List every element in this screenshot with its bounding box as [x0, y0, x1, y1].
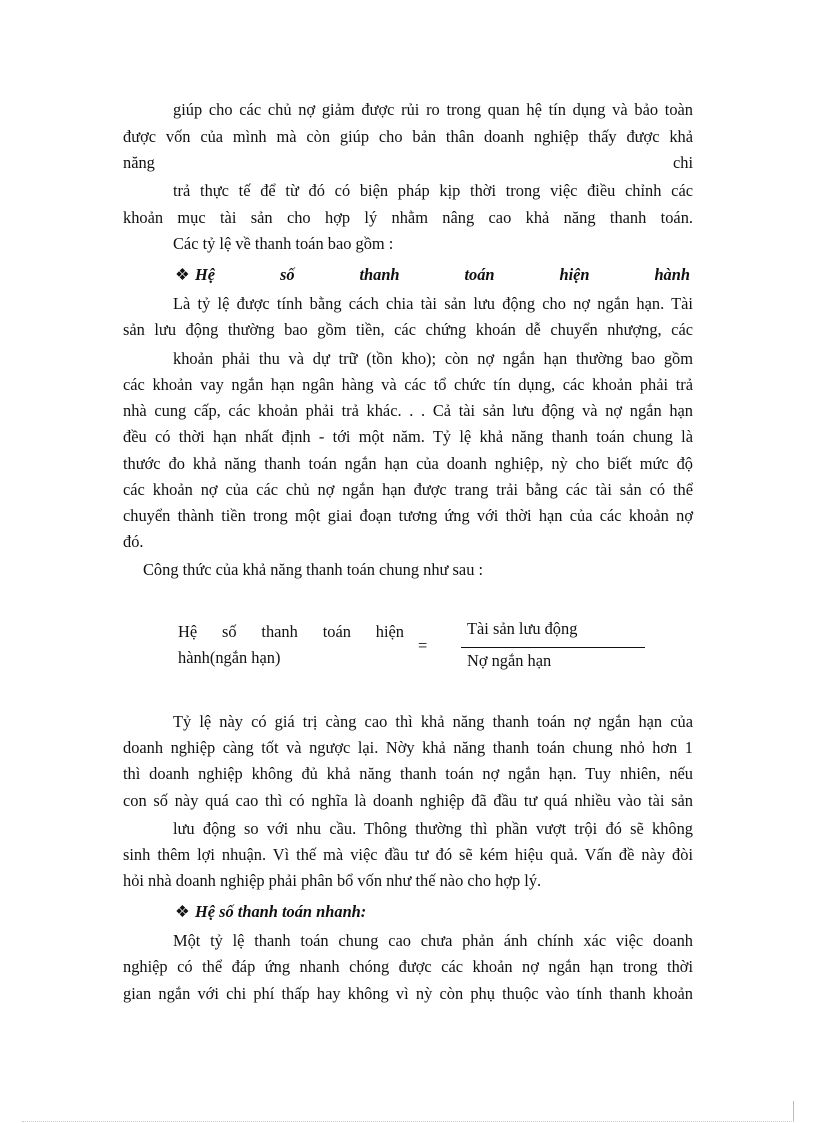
paragraph-4-line-2: nghiệp có thể đáp ứng nhanh chóng được các khoản nợ ngắn hạn trong thời — [123, 957, 693, 976]
paragraph-3-line-3: thì doanh nghiệp không đủ khả năng thanh toán nợ ngắn hạn. Tuy nhiên, nếu — [123, 764, 693, 783]
formula-lhs-line-1: Hệ số thanh toán hiện — [178, 622, 404, 641]
paragraph-2-line-9: chuyển thành tiền trong một giai đoạn tương ứng với thời hạn của các khoản nợ — [123, 506, 693, 525]
paragraph-3-line-6: sinh thêm lợi nhuận. Vì thế mà việc đầu tư đó sẽ kém hiệu quả. Vấn đề này đòi — [123, 845, 693, 864]
paragraph-3-line-4: con số này quá cao thì có nghĩa là doanh nghiệp đã đầu tư quá nhiều vào tài sản — [123, 791, 693, 810]
fraction-bar — [461, 647, 645, 648]
formula-denominator: Nợ ngắn hạn — [467, 651, 552, 670]
paragraph-2-line-2: sản lưu động thường bao gồm tiền, các chứng khoán dễ chuyển nhượng, các — [123, 320, 693, 339]
paragraph-1-line-5: khoản mục tài sản cho hợp lý nhằm nâng cao khả năng thanh toán. — [123, 208, 693, 227]
paragraph-2-line-4: các khoản vay ngắn hạn ngân hàng và các tổ chức tín dụng, các khoản phải trả — [123, 375, 693, 394]
diamond-bullet-icon: ❖ — [175, 265, 190, 284]
paragraph-1-line-6: Các tỷ lệ về thanh toán bao gồm : — [173, 234, 394, 253]
heading-text: Hệ số thanh toán nhanh: — [195, 902, 367, 921]
paragraph-3-line-2: doanh nghiệp càng tốt và ngược lại. Nờy khả năng thanh toán chung nhỏ hơn 1 — [123, 738, 693, 757]
paragraph-4-line-3: gian ngắn với chi phí thấp hay không vì nỳ còn phụ thuộc vào tính thanh khoản — [123, 984, 693, 1003]
paragraph-2-line-8: các khoản nợ của các chủ nợ ngắn hạn được trang trải bằng các tài sản có thể — [123, 480, 693, 499]
formula-intro: Công thức của khả năng thanh toán chung như sau : — [143, 560, 484, 579]
paragraph-1-line-1: giúp cho các chủ nợ giảm được rủi ro trong quan hệ tín dụng và bảo toàn — [173, 100, 693, 119]
paragraph-1-line-4: trả thực tế để từ đó có biện pháp kịp thời trong việc điều chỉnh các — [173, 181, 693, 200]
paragraph-3-line-1: Tỷ lệ này có giá trị càng cao thì khả năng thanh toán nợ ngắn hạn của — [173, 712, 693, 731]
paragraph-2-line-3: khoản phải thu và dự trữ (tồn kho); còn nợ ngắn hạn thường bao gồm — [173, 349, 693, 368]
paragraph-2-line-1: Là tỷ lệ được tính bằng cách chia tài sản lưu động cho nợ ngắn hạn. Tài — [173, 294, 693, 313]
formula-numerator: Tài sản lưu động — [467, 619, 578, 638]
page-corner-mark — [793, 1101, 794, 1121]
page-bottom-border — [22, 1121, 794, 1122]
section-heading-current-ratio — [175, 265, 693, 285]
paragraph-4-line-1: Một tỷ lệ thanh toán chung cao chưa phản ánh chính xác việc doanh — [173, 931, 693, 950]
paragraph-2-line-10: đó. — [123, 532, 144, 551]
diamond-bullet-icon: ❖ — [175, 902, 190, 921]
equals-sign: = — [418, 636, 428, 655]
paragraph-1-line-3-start: năng — [123, 153, 155, 172]
paragraph-2-line-7: thước đo khả năng thanh toán ngắn hạn của doanh nghiệp, nỳ cho biết mức độ — [123, 454, 693, 473]
paragraph-3-line-7: hỏi nhà doanh nghiệp phải phân bổ vốn như thế nào cho hợp lý. — [123, 871, 542, 890]
section-heading-quick-ratio — [175, 902, 366, 922]
paragraph-3-line-5: lưu động so với nhu cầu. Thông thường thì phần vượt trội đó sẽ không — [173, 819, 693, 838]
heading-spread-text: Hệ số thanh toán hiện hành — [195, 265, 690, 284]
paragraph-1-line-3-end: chi — [673, 153, 694, 172]
paragraph-2-line-6: đều có thời hạn nhất định - tới một năm. Tỷ lệ khả năng thanh toán chung là — [123, 427, 693, 446]
formula-lhs-line-2: hành(ngắn hạn) — [178, 648, 281, 667]
paragraph-2-line-5: nhà cung cấp, các khoản phải trả khác. . . Cả tài sản lưu động và nợ ngắn hạn — [123, 401, 693, 420]
paragraph-1-line-2: được vốn của mình mà còn giúp cho bản thân doanh nghiệp thấy được khả — [123, 127, 693, 146]
